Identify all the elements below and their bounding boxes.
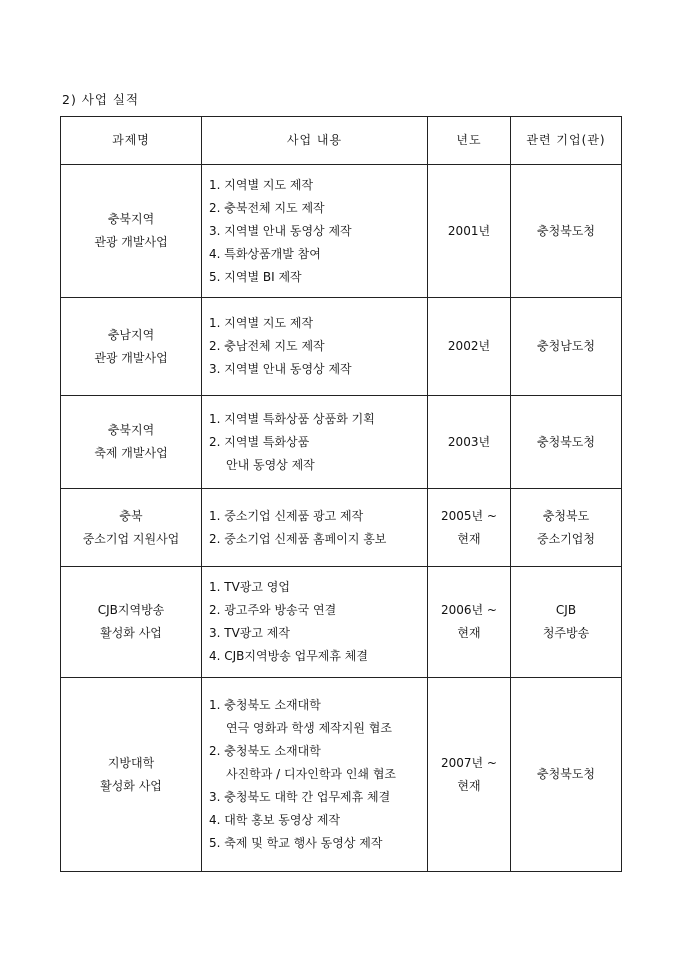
project-name-cell-line: 중소기업 지원사업 [82, 531, 180, 546]
project-name-cell [61, 678, 202, 872]
organization-cell [511, 165, 622, 298]
year-cell [428, 165, 511, 298]
year-cell-line: 2007년 ~ [440, 755, 497, 770]
year-cell [428, 678, 511, 872]
content-list-item: 3. 충청북도 대학 간 업무제휴 체결 [209, 790, 391, 804]
table-row [61, 396, 622, 489]
content-list-item: 4. CJB지역방송 업무제휴 체결 [209, 649, 368, 663]
content-list-item: 3. 지역별 안내 동영상 제작 [209, 223, 352, 238]
content-list-item: 2. 충청북도 소재대학 [209, 744, 321, 758]
project-name-cell-line: 충북지역 [107, 423, 155, 437]
project-name-cell-line: 충남지역 [107, 327, 155, 342]
table-row [61, 298, 622, 396]
content-list-item: 1. TV광고 영업 [209, 580, 290, 594]
header-business-content: 사업 내용 [202, 117, 428, 165]
organization-cell-line: 충청북도청 [537, 767, 595, 781]
content-list-item: 4. 대학 홍보 동영상 제작 [209, 813, 341, 827]
content-list-item: 5. 축제 및 학교 행사 동영상 제작 [209, 836, 383, 850]
content-list-item: 3. 지역별 안내 동영상 제작 [209, 362, 352, 376]
project-name-cell [61, 165, 202, 298]
content-list-item: 2. 충북전체 지도 제작 [209, 200, 325, 215]
organization-cell [511, 678, 622, 872]
year-cell [428, 567, 511, 678]
year-cell [428, 396, 511, 489]
content-list-item: 1. 중소기업 신제품 광고 제작 [209, 508, 364, 523]
business-content-cell [202, 567, 428, 678]
business-performance-table [60, 116, 622, 872]
content-list-item: 1. 지역별 지도 제작 [209, 177, 314, 192]
table-row [61, 567, 622, 678]
content-list-item: 3. TV광고 제작 [209, 626, 290, 640]
header-year: 년도 [428, 117, 511, 165]
table-body [61, 165, 622, 872]
business-content-cell [202, 678, 428, 872]
year-cell-line: 현재 [457, 626, 481, 640]
content-list-item: 2. 지역별 특화상품 [209, 434, 310, 449]
header-related-organization: 관련 기업(관) [511, 117, 622, 165]
project-name-cell [61, 567, 202, 678]
project-name-cell-line: CJB지역방송 [97, 603, 165, 617]
content-list-item: 1. 충청북도 소재대학 [209, 698, 321, 712]
project-name-cell-line: 충북 [119, 508, 143, 523]
year-cell-line: 2002년 [447, 339, 491, 353]
project-name-cell-line: 관광 개발사업 [94, 350, 168, 365]
project-name-cell [61, 489, 202, 567]
project-name-cell [61, 396, 202, 489]
year-cell [428, 298, 511, 396]
organization-cell-line: 충청북도청 [537, 223, 595, 238]
project-name-cell [61, 298, 202, 396]
content-list-item: 5. 지역별 BI 제작 [209, 269, 302, 284]
year-cell-line: 2001년 [447, 223, 491, 238]
table-row [61, 489, 622, 567]
table-row [61, 678, 622, 872]
content-list-item: 4. 특화상품개발 참여 [209, 246, 321, 261]
organization-cell [511, 396, 622, 489]
business-content-cell [202, 298, 428, 396]
year-cell-line: 2003년 [447, 434, 491, 449]
organization-cell [511, 567, 622, 678]
organization-cell-line: 청주방송 [542, 626, 590, 640]
organization-cell [511, 298, 622, 396]
organization-cell-line: CJB [555, 603, 577, 617]
business-content-cell [202, 165, 428, 298]
business-content-cell [202, 489, 428, 567]
business-content-cell [202, 396, 428, 489]
year-cell [428, 489, 511, 567]
organization-cell-line: 충청북도 [542, 508, 590, 523]
year-cell-line: 현재 [457, 531, 481, 546]
table-header-row [61, 117, 622, 165]
content-list-item: 안내 동영상 제작 [226, 457, 315, 472]
project-name-cell-line: 지방대학 [107, 755, 155, 770]
project-name-cell-line: 관광 개발사업 [94, 235, 168, 249]
section-title: 2) 사업 실적 [62, 92, 140, 107]
content-list-item: 연극 영화과 학생 제작지원 협조 [226, 721, 392, 735]
table-row [61, 165, 622, 298]
project-name-cell-line: 축제 개발사업 [94, 446, 168, 460]
year-cell-line: 2006년 ~ [440, 603, 497, 617]
year-cell-line: 현재 [457, 778, 481, 793]
content-list-item: 2. 광고주와 방송국 연결 [209, 603, 337, 617]
year-cell-line: 2005년 ~ [440, 508, 497, 523]
organization-cell-line: 충청남도청 [537, 339, 595, 353]
content-list-item: 2. 중소기업 신제품 홈페이지 홍보 [209, 531, 387, 546]
project-name-cell-line: 활성화 사업 [100, 778, 162, 793]
content-list-item: 사진학과 / 디자인학과 인쇄 협조 [226, 767, 396, 781]
project-name-cell-line: 충북지역 [107, 212, 155, 226]
project-name-cell-line: 활성화 사업 [100, 626, 162, 640]
organization-cell [511, 489, 622, 567]
organization-cell-line: 충청북도청 [537, 434, 595, 449]
content-list-item: 1. 지역별 특화상품 상품화 기획 [209, 411, 375, 426]
content-list-item: 2. 충남전체 지도 제작 [209, 339, 325, 353]
content-list-item: 1. 지역별 지도 제작 [209, 316, 314, 330]
organization-cell-line: 중소기업청 [537, 531, 595, 546]
header-project-name: 과제명 [61, 117, 202, 165]
